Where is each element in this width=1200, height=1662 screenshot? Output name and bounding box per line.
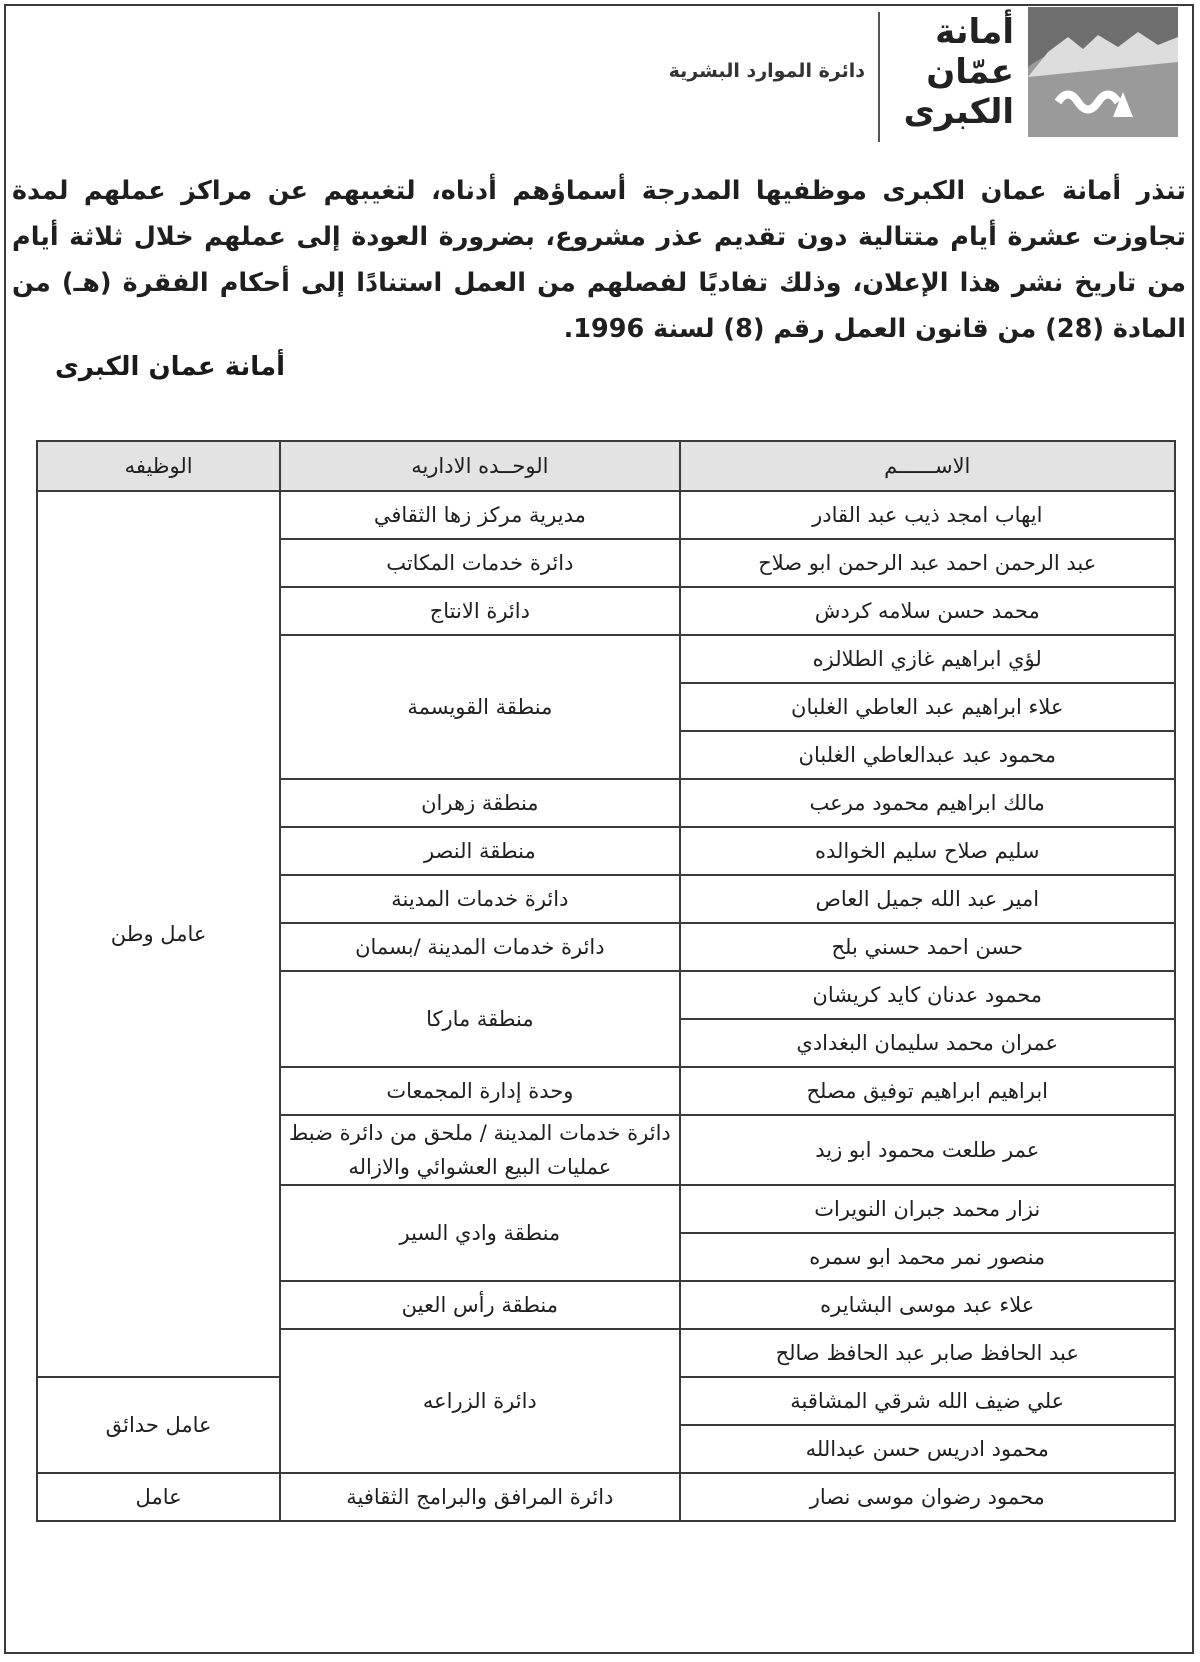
unit-cell: مديرية مركز زها الثقافي	[280, 491, 679, 539]
name-cell: حسن احمد حسني بلح	[680, 923, 1176, 971]
name-cell: ابراهيم ابراهيم توفيق مصلح	[680, 1067, 1176, 1115]
unit-cell: منطقة زهران	[280, 779, 679, 827]
notice-paragraph: تنذر أمانة عمان الكبرى موظفيها المدرجة أسماؤهم أدناه، لتغيبهم عن مراكز عملهم لمدة تجاوزت عشرة أيام متتالية دون تقديم عذر مشروع، بضرورة العودة إلى عملهم خلال ثلاثة أيام من تاريخ نشر هذا الإعلان، وذلك تفاديًا لفصلهم من العمل استنادًا إلى أحكام الفقرة (هـ) من المادة (28) من قانون العمل رقم (8) لسنة 1996.	[12, 176, 1186, 344]
name-cell: محمود عدنان كايد كريشان	[680, 971, 1176, 1019]
name-cell: علاء ابراهيم عبد العاطي الغلبان	[680, 683, 1176, 731]
employees-table	[36, 440, 1176, 1522]
logo-line-3: الكبرى	[903, 92, 1014, 132]
unit-cell: دائرة خدمات المكاتب	[280, 539, 679, 587]
job-cell: عامل وطن	[37, 491, 280, 1377]
logo-wordmark	[904, 12, 1014, 132]
name-cell: عمران محمد سليمان البغدادي	[680, 1019, 1176, 1067]
unit-cell: دائرة المرافق والبرامج الثقافية	[280, 1473, 679, 1521]
unit-cell: وحدة إدارة المجمعات	[280, 1067, 679, 1115]
unit-cell: منطقة رأس العين	[280, 1281, 679, 1329]
name-cell: منصور نمر محمد ابو سمره	[680, 1233, 1176, 1281]
logo-line-1: أمانة	[935, 12, 1014, 52]
unit-cell: منطقة ماركا	[280, 971, 679, 1067]
unit-cell: دائرة الانتاج	[280, 587, 679, 635]
name-cell: محمد حسن سلامه كردش	[680, 587, 1176, 635]
signature-line: أمانة عمان الكبرى	[55, 352, 285, 382]
unit-cell: دائرة خدمات المدينة / ملحق من دائرة ضبط عمليات البيع العشوائي والازاله	[280, 1115, 679, 1185]
name-cell: محمود رضوان موسى نصار	[680, 1473, 1176, 1521]
unit-cell: منطقة النصر	[280, 827, 679, 875]
unit-cell: منطقة وادي السير	[280, 1185, 679, 1281]
name-cell: مالك ابراهيم محمود مرعب	[680, 779, 1176, 827]
unit-cell: دائرة خدمات المدينة /بسمان	[280, 923, 679, 971]
department-name: دائرة الموارد البشرية	[668, 60, 865, 82]
name-cell: ايهاب امجد ذيب عبد القادر	[680, 491, 1176, 539]
name-cell: عبد الرحمن احمد عبد الرحمن ابو صلاح	[680, 539, 1176, 587]
table-header-row	[37, 441, 1175, 491]
amman-emblem-icon	[1028, 7, 1178, 137]
job-cell: عامل حدائق	[37, 1377, 280, 1473]
name-cell: عمر طلعت محمود ابو زيد	[680, 1115, 1176, 1185]
name-cell: محمود عبد عبدالعاطي الغلبان	[680, 731, 1176, 779]
header-divider	[878, 12, 880, 142]
table-row	[37, 491, 1175, 539]
name-cell: لؤي ابراهيم غازي الطلالزه	[680, 635, 1176, 683]
name-cell: محمود ادريس حسن عبدالله	[680, 1425, 1176, 1473]
name-cell: امير عبد الله جميل العاص	[680, 875, 1176, 923]
name-cell: سليم صلاح سليم الخوالده	[680, 827, 1176, 875]
table-row	[37, 1473, 1175, 1521]
name-cell: علي ضيف الله شرقي المشاقبة	[680, 1377, 1176, 1425]
unit-cell: دائرة الزراعه	[280, 1329, 679, 1473]
header-job: الوظيفه	[37, 441, 280, 491]
name-cell: علاء عبد موسى البشايره	[680, 1281, 1176, 1329]
name-cell: عبد الحافظ صابر عبد الحافظ صالح	[680, 1329, 1176, 1377]
name-cell: نزار محمد جبران النويرات	[680, 1185, 1176, 1233]
job-cell: عامل	[37, 1473, 280, 1521]
unit-cell: دائرة خدمات المدينة	[280, 875, 679, 923]
unit-cell: منطقة القويسمة	[280, 635, 679, 779]
header-name: الاســــــم	[680, 441, 1176, 491]
header-unit: الوحــده الاداريه	[280, 441, 679, 491]
logo-line-2: عمّان	[926, 52, 1014, 92]
